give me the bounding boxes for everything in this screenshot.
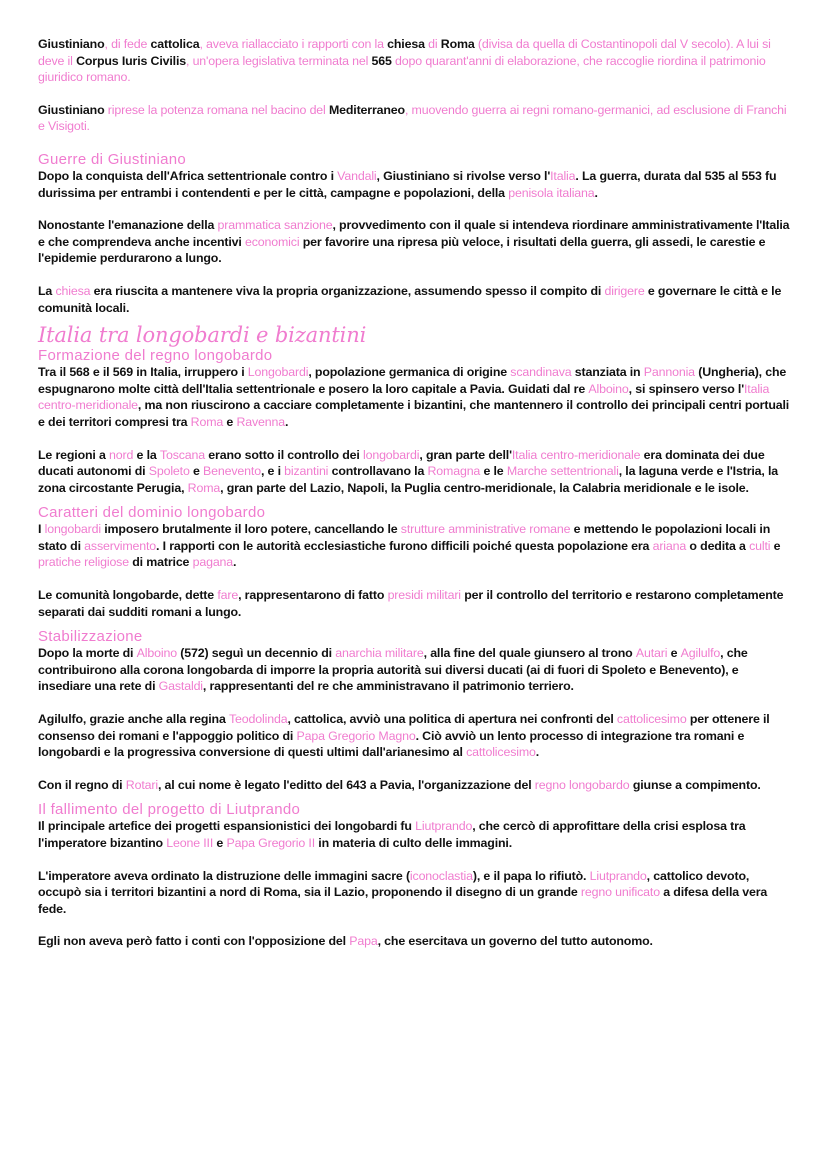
highlighted-term: economici bbox=[245, 234, 300, 249]
heading-guerre-giustiniano: Guerre di Giustiniano bbox=[38, 150, 187, 168]
paragraph-iconoclastia bbox=[38, 868, 790, 918]
highlighted-term: prammatica sanzione bbox=[217, 218, 333, 233]
text-run: e bbox=[667, 646, 681, 661]
highlighted-term: riprese la potenza romana nel bacino del bbox=[104, 102, 329, 117]
highlighted-term: Alboino bbox=[588, 381, 629, 396]
text-run: e bbox=[223, 414, 237, 429]
highlighted-term: Toscana bbox=[159, 447, 206, 462]
text-run: Il principale artefice dei progetti espansionistici dei longobardi fu bbox=[38, 819, 416, 834]
text-run: e governare le città e le comunità locali. bbox=[38, 283, 782, 315]
text-run: . bbox=[285, 414, 289, 429]
highlighted-term: Pannonia bbox=[643, 365, 695, 380]
document-page bbox=[38, 36, 790, 966]
text-run: di matrice bbox=[128, 555, 193, 570]
highlighted-term: Italia centro-meridionale bbox=[38, 381, 770, 413]
highlighted-term: Liutprando bbox=[589, 868, 647, 883]
text-run: , che esercitava un governo del tutto autonomo. bbox=[377, 934, 653, 949]
text-run: , Giustiniano si rivolse verso l' bbox=[376, 168, 551, 183]
text-run: chiesa bbox=[387, 37, 425, 51]
text-run: , provvedimento con il quale si intendeva riordinare amministrativamente l'Italia e che comprendeva anche incentivi bbox=[38, 218, 790, 249]
highlighted-term: Benevento bbox=[203, 464, 261, 479]
text-run: , alla fine del quale giunsero al trono bbox=[423, 646, 636, 661]
text-run: , e i bbox=[260, 464, 285, 479]
paragraph-liutprando bbox=[38, 818, 790, 851]
highlighted-term: ariana bbox=[652, 538, 687, 553]
paragraph-opposizione-papa bbox=[38, 933, 790, 950]
text-run: , si spinsero verso l' bbox=[628, 381, 744, 396]
highlighted-term: penisola italiana bbox=[508, 185, 595, 200]
text-run: e le bbox=[480, 464, 507, 479]
text-run: , cattolico devoto, occupò sia i territori bizantini a nord di Roma, sia il Lazio, proponendo il disegno di un grande bbox=[38, 868, 750, 900]
text-run: Tra il 568 e il 569 in Italia, irruppero i bbox=[38, 365, 248, 380]
highlighted-term: dopo quarant'anni di elaborazione, che raccoglie riordina il patrimonio giuridico romano. bbox=[38, 53, 766, 85]
paragraph-giustiniano-corpus bbox=[38, 36, 790, 86]
text-run: , rappresentanti del re che amministravano il patrimonio terriero. bbox=[202, 679, 574, 694]
text-run: era riuscita a mantenere viva la propria organizzazione, assumendo spesso il compito di bbox=[90, 283, 605, 298]
highlighted-term: longobardi bbox=[362, 447, 420, 462]
text-run: , ma non riuscirono a cacciare completamente i bizantini, che mantennero il controllo dei principali centri portuali e dei territori compresi tra bbox=[38, 398, 790, 429]
title-italia-longobardi-bizantini: Italia tra longobardi e bizantini bbox=[38, 323, 367, 348]
highlighted-term: pagana bbox=[192, 555, 234, 570]
highlighted-term: , aveva riallacciato i rapporti con la bbox=[199, 37, 388, 51]
highlighted-term: scandinava bbox=[510, 365, 572, 380]
highlighted-term: Longobardi bbox=[247, 365, 309, 380]
text-run: . bbox=[535, 745, 540, 760]
highlighted-term: , muovendo guerra ai regni romano-germanici, ad esclusione di Franchi e Visigoti. bbox=[38, 102, 787, 134]
highlighted-term: nord bbox=[109, 447, 134, 462]
text-run: , cattolica, avviò una politica di apertura nei confronti del bbox=[287, 712, 617, 727]
highlighted-term: , di fede bbox=[104, 37, 151, 51]
paragraph-potere-longobardo bbox=[38, 521, 790, 571]
text-run: , la laguna verde e l'Istria, la zona circostante Perugia, bbox=[38, 464, 779, 495]
text-run: controllavano la bbox=[328, 464, 428, 479]
text-run: stanziata in bbox=[571, 365, 644, 380]
text-run: per ottenere il consenso dei romani e l'appoggio politico di bbox=[38, 712, 770, 743]
highlighted-term: Liutprando bbox=[415, 819, 473, 834]
paragraph-teodolinda bbox=[38, 711, 790, 761]
text-run: Dopo la morte di bbox=[38, 646, 137, 661]
highlighted-term: Papa bbox=[349, 934, 378, 949]
highlighted-term: fare bbox=[217, 588, 239, 603]
highlighted-term: Papa Gregorio Magno bbox=[296, 728, 416, 743]
text-run: La bbox=[38, 283, 56, 298]
paragraph-regioni bbox=[38, 447, 790, 497]
highlighted-term: Papa Gregorio II bbox=[226, 836, 315, 850]
highlighted-term: Agilulfo bbox=[680, 646, 721, 661]
text-run: erano sotto il controllo dei bbox=[205, 447, 363, 462]
paragraph-anarchia-militare bbox=[38, 645, 790, 695]
highlighted-term: asservimento bbox=[84, 538, 157, 553]
text-run: Egli non aveva però fatto i conti con l'opposizione del bbox=[38, 934, 350, 949]
text-run: , rappresentarono di fatto bbox=[238, 588, 388, 603]
text-run: era dominata dei due ducati autonomi di bbox=[38, 447, 765, 479]
highlighted-term: Teodolinda bbox=[229, 712, 288, 727]
highlighted-term: culti bbox=[749, 538, 771, 553]
text-run: I bbox=[38, 522, 45, 537]
text-run: e bbox=[770, 538, 781, 553]
text-run: Agilulfo, grazie anche alla regina bbox=[38, 712, 229, 727]
text-run: L'imperatore aveva ordinato la distruzione delle immagini sacre ( bbox=[38, 868, 410, 883]
text-run: . I rapporti con le autorità ecclesiastiche furono difficili poiché questa popolazione era bbox=[156, 538, 653, 553]
text-run: imposero brutalmente il loro potere, cancellando le bbox=[100, 522, 401, 537]
text-run: e bbox=[189, 464, 204, 479]
paragraph-fare bbox=[38, 587, 790, 620]
text-run: Roma bbox=[440, 37, 475, 51]
heading-fallimento-liutprando: Il fallimento del progetto di Liutprando bbox=[38, 801, 301, 819]
text-run: . bbox=[233, 555, 237, 570]
text-run: Le comunità longobarde, dette bbox=[38, 588, 218, 603]
paragraph-rotari bbox=[38, 777, 790, 794]
text-run: Con il regno di bbox=[38, 777, 126, 792]
text-run: Giustiniano bbox=[38, 102, 105, 117]
highlighted-term: pratiche religiose bbox=[38, 555, 129, 570]
text-run: , che contribuirono alla corona longobarda di imporre la propria autorità sui diversi ducati (ai di fuori di Spoleto e Benevento), e insediare una rete di bbox=[38, 646, 748, 694]
text-run: Corpus Iuris Civilis bbox=[76, 53, 186, 68]
highlighted-term: anarchia militare bbox=[335, 646, 424, 661]
text-run: ), e il papa lo rifiutò. bbox=[472, 868, 590, 883]
highlighted-term: Rotari bbox=[125, 777, 158, 792]
text-run: , che cercò di approfittare della crisi esplosa tra l'imperatore bizantino bbox=[38, 819, 746, 850]
heading-stabilizzazione: Stabilizzazione bbox=[38, 628, 143, 646]
text-run: . La guerra, durata dal 535 al 553 fu durissima per entrambi i contendenti e per le città, campagne e popolazioni, della bbox=[38, 168, 777, 200]
text-run: o dedita a bbox=[686, 538, 750, 553]
highlighted-term: di bbox=[424, 37, 441, 51]
text-run: Giustiniano bbox=[38, 37, 105, 51]
highlighted-term: bizantini bbox=[284, 464, 329, 479]
text-run: e bbox=[213, 836, 227, 850]
highlighted-term: chiesa bbox=[55, 283, 91, 298]
highlighted-term: iconoclastia bbox=[409, 868, 473, 883]
paragraph-prammatica-sanzione bbox=[38, 217, 790, 267]
highlighted-term: Roma bbox=[190, 414, 224, 429]
text-run: Nonostante l'emanazione della bbox=[38, 218, 218, 233]
text-run: Mediterraneo bbox=[328, 102, 405, 117]
paragraph-giustiniano-mediterraneo bbox=[38, 102, 790, 135]
text-run: , gran parte del Lazio, Napoli, la Puglia centro-meridionale, la Calabria meridionale e le isole. bbox=[220, 480, 749, 495]
highlighted-term: Romagna bbox=[427, 464, 481, 479]
text-run: (Ungheria), che espugnarono molte città dell'Italia settentrionale e posero la loro capitale a Pavia. Guidati dal re bbox=[38, 365, 787, 396]
text-run: giunse a compimento. bbox=[629, 777, 761, 792]
text-run: cattolica bbox=[150, 37, 200, 51]
highlighted-term: Vandali bbox=[337, 168, 377, 183]
text-run: 565 bbox=[371, 53, 392, 68]
highlighted-term: cattolicesimo bbox=[466, 745, 536, 760]
paragraph-chiesa bbox=[38, 283, 790, 316]
highlighted-term: Gastaldi bbox=[158, 679, 203, 694]
text-run: e mettendo le popolazioni locali in stato di bbox=[38, 522, 771, 553]
text-run: . Ciò avviò un lento processo di integrazione tra romani e longobardi e la progressiva conversione di questi ultimi dall'arianesimo al bbox=[38, 728, 745, 760]
text-run: . bbox=[594, 185, 598, 200]
highlighted-term: strutture amministrative romane bbox=[400, 522, 571, 537]
highlighted-term: (divisa da quella di Costantinopoli dal V secolo). A lui si deve il bbox=[38, 37, 771, 68]
highlighted-term: Autari bbox=[635, 646, 668, 661]
highlighted-term: Italia centro-meridionale bbox=[511, 447, 641, 462]
highlighted-term: Italia bbox=[550, 168, 576, 183]
highlighted-term: regno unificato bbox=[580, 885, 660, 900]
text-run: Le regioni a bbox=[38, 447, 110, 462]
text-run: e la bbox=[133, 447, 160, 462]
highlighted-term: dirigere bbox=[604, 283, 645, 298]
highlighted-term: Marche settentrionali bbox=[506, 464, 619, 479]
highlighted-term: Roma bbox=[187, 480, 221, 495]
highlighted-term: Spoleto bbox=[148, 464, 190, 479]
text-run: in materia di culto delle immagini. bbox=[314, 836, 513, 850]
paragraph-longobardi-invasione bbox=[38, 364, 790, 430]
heading-formazione-regno: Formazione del regno longobardo bbox=[38, 347, 273, 365]
paragraph-guerra-gotica bbox=[38, 168, 790, 201]
highlighted-term: presidi militari bbox=[387, 588, 461, 603]
highlighted-term: cattolicesimo bbox=[616, 712, 687, 727]
text-run: (572) seguì un decennio di bbox=[176, 646, 336, 661]
text-run: per il controllo del territorio e restarono completamente separati dai sudditi romani a lungo. bbox=[38, 588, 784, 619]
text-run: , popolazione germanica di origine bbox=[308, 365, 511, 380]
text-run: , al cui nome è legato l'editto del 643 a Pavia, l'organizzazione del bbox=[157, 777, 535, 792]
highlighted-term: Alboino bbox=[136, 646, 177, 661]
text-run: per favorire una ripresa più veloce, i risultati della guerra, gli assedi, le carestie e l'epidemie perdurarono a lungo. bbox=[38, 234, 766, 266]
highlighted-term: , un'opera legislativa terminata nel bbox=[185, 53, 372, 68]
highlighted-term: Leone III bbox=[166, 836, 214, 850]
highlighted-term: regno longobardo bbox=[534, 777, 630, 792]
text-run: a difesa della vera fede. bbox=[38, 885, 768, 916]
highlighted-term: longobardi bbox=[44, 522, 101, 537]
highlighted-term: Ravenna bbox=[236, 414, 285, 429]
text-run: Dopo la conquista dell'Africa settentrionale contro i bbox=[38, 168, 338, 183]
text-run: , gran parte dell' bbox=[419, 447, 512, 462]
heading-caratteri-dominio: Caratteri del dominio longobardo bbox=[38, 504, 266, 522]
